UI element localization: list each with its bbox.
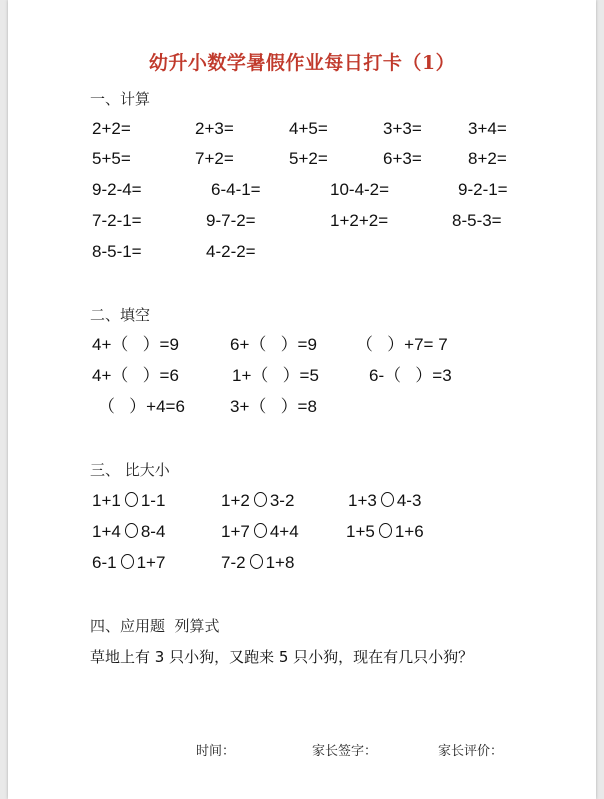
fill-problem-right: ）=8 bbox=[280, 397, 317, 416]
calc-problem: 10-4-2= bbox=[330, 180, 390, 199]
compare-right: 4+4 bbox=[269, 522, 299, 541]
compare-problem bbox=[348, 490, 421, 512]
compare-circle-blank[interactable] bbox=[254, 523, 267, 538]
compare-problem bbox=[92, 521, 165, 543]
calc-problem: 1+2+2= bbox=[330, 211, 389, 230]
fill-problem-left: 4+（ bbox=[92, 366, 129, 385]
compare-right: 1+7 bbox=[136, 553, 166, 572]
section-heading-calc: 一、计算 bbox=[90, 90, 151, 108]
compare-problem bbox=[221, 552, 294, 574]
word-problem-question: 草地上有 3 只小狗，又跑来 5 只小狗，现在有几只小狗？ bbox=[90, 648, 474, 666]
compare-left: 7-2 bbox=[221, 553, 246, 572]
compare-left: 6-1 bbox=[92, 553, 117, 572]
compare-problem bbox=[346, 521, 424, 543]
calc-problem: 6+3= bbox=[383, 149, 422, 168]
compare-left: 1+7 bbox=[221, 522, 250, 541]
calc-problem: 5+2= bbox=[289, 149, 328, 168]
section-heading-fill: 二、填空 bbox=[90, 306, 151, 324]
compare-problem bbox=[92, 490, 165, 512]
calc-problem: 2+3= bbox=[195, 119, 234, 138]
answer-blank[interactable] bbox=[266, 335, 280, 354]
section-heading-compare: 三、 比大小 bbox=[90, 461, 170, 479]
calc-problem: 4+5= bbox=[289, 119, 328, 138]
compare-circle-blank[interactable] bbox=[254, 492, 267, 507]
fill-problem-right: ）=9 bbox=[280, 335, 317, 354]
fill-problem-left: 6-（ bbox=[369, 366, 402, 385]
footer-time-label: 时间： bbox=[196, 744, 236, 759]
fill-problem bbox=[92, 365, 179, 387]
fill-problem-right: ）=9 bbox=[142, 335, 179, 354]
fill-problem-right: ）=6 bbox=[142, 366, 179, 385]
compare-circle-blank[interactable] bbox=[125, 523, 138, 538]
compare-left: 1+5 bbox=[346, 522, 375, 541]
fill-problem bbox=[230, 396, 317, 418]
compare-left: 1+1 bbox=[92, 491, 121, 510]
fill-problem-left: 3+（ bbox=[230, 397, 267, 416]
fill-problem-left: 1+（ bbox=[232, 366, 269, 385]
footer-parent-evaluation-label: 家长评价： bbox=[438, 744, 504, 759]
compare-right: 4-3 bbox=[396, 491, 422, 510]
calc-problem: 7-2-1= bbox=[92, 211, 142, 230]
calc-problem: 8-5-1= bbox=[92, 242, 142, 261]
compare-problem bbox=[92, 552, 165, 574]
worksheet-title: 幼升小数学暑假作业每日打卡（1） bbox=[148, 52, 456, 74]
calc-problem: 8+2= bbox=[468, 149, 507, 168]
fill-problem bbox=[98, 396, 185, 418]
compare-circle-blank[interactable] bbox=[125, 492, 138, 507]
calc-problem: 9-2-4= bbox=[92, 180, 142, 199]
calc-problem: 8-5-3= bbox=[452, 211, 502, 230]
calc-problem: 3+3= bbox=[383, 119, 422, 138]
compare-circle-blank[interactable] bbox=[250, 554, 263, 569]
compare-circle-blank[interactable] bbox=[121, 554, 134, 569]
answer-blank[interactable] bbox=[268, 366, 282, 385]
fill-problem-left: 4+（ bbox=[92, 335, 129, 354]
answer-blank[interactable] bbox=[401, 366, 415, 385]
answer-blank[interactable] bbox=[115, 397, 129, 416]
compare-left: 1+2 bbox=[221, 491, 250, 510]
compare-problem bbox=[221, 490, 294, 512]
section-heading-word: 四、应用题 列算式 bbox=[90, 617, 220, 635]
compare-right: 8-4 bbox=[140, 522, 166, 541]
fill-problem-left: （ bbox=[356, 335, 373, 354]
compare-right: 1+8 bbox=[265, 553, 295, 572]
answer-blank[interactable] bbox=[128, 335, 142, 354]
calc-problem: 4-2-2= bbox=[206, 242, 256, 261]
fill-problem-right: ）+7= 7 bbox=[387, 335, 448, 354]
fill-problem-right: ）=3 bbox=[415, 366, 452, 385]
answer-blank[interactable] bbox=[128, 366, 142, 385]
compare-right: 1-1 bbox=[140, 491, 166, 510]
compare-right: 1+6 bbox=[394, 522, 424, 541]
calc-problem: 2+2= bbox=[92, 119, 131, 138]
compare-left: 1+4 bbox=[92, 522, 121, 541]
calc-problem: 7+2= bbox=[195, 149, 234, 168]
footer-parent-signature-label: 家长签字： bbox=[312, 744, 378, 759]
fill-problem-right: ）+4=6 bbox=[129, 397, 185, 416]
compare-circle-blank[interactable] bbox=[379, 523, 392, 538]
fill-problem bbox=[92, 334, 179, 356]
compare-problem bbox=[221, 521, 299, 543]
calc-problem: 5+5= bbox=[92, 149, 131, 168]
fill-problem-left: （ bbox=[98, 397, 115, 416]
fill-problem bbox=[369, 365, 452, 387]
answer-blank[interactable] bbox=[266, 397, 280, 416]
fill-problem-right: ）=5 bbox=[282, 366, 319, 385]
calc-problem: 6-4-1= bbox=[211, 180, 261, 199]
calc-problem: 9-7-2= bbox=[206, 211, 256, 230]
compare-right: 3-2 bbox=[269, 491, 295, 510]
fill-problem bbox=[356, 334, 448, 356]
answer-blank[interactable] bbox=[373, 335, 387, 354]
fill-problem bbox=[230, 334, 317, 356]
calc-problem: 9-2-1= bbox=[458, 180, 508, 199]
fill-problem-left: 6+（ bbox=[230, 335, 267, 354]
compare-left: 1+3 bbox=[348, 491, 377, 510]
calc-problem: 3+4= bbox=[468, 119, 507, 138]
compare-circle-blank[interactable] bbox=[381, 492, 394, 507]
fill-problem bbox=[232, 365, 319, 387]
